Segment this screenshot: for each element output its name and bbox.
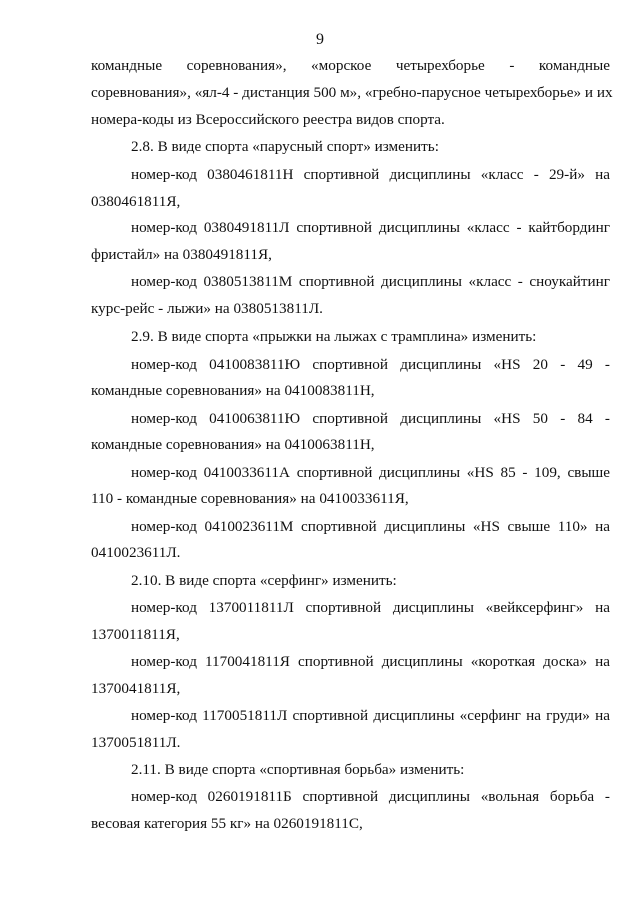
section-heading: 2.8. В виде спорта «парусный спорт» изменить: — [131, 138, 439, 155]
text-line: курс-рейс - лыжи» на 0380513811Л. — [91, 300, 323, 317]
text-line: номер-код 0380461811Н спортивной дисциплины «класс - 29-й» на — [131, 166, 610, 183]
text-line: 0410023611Л. — [91, 544, 181, 561]
text-line: номер-код 1170041811Я спортивной дисциплины «короткая доска» на — [131, 653, 610, 670]
text-line: номер-код 0410063811Ю спортивной дисциплины «HS 50 - 84 - — [131, 410, 610, 427]
text-line: командные соревнования» на 0410063811Н, — [91, 436, 375, 453]
section-heading: 2.9. В виде спорта «прыжки на лыжах с трамплина» изменить: — [131, 328, 537, 345]
text-line: номер-код 1370011811Л спортивной дисциплины «вейксерфинг» на — [131, 599, 610, 616]
text-line: 1370041811Я, — [91, 680, 181, 697]
page-number: 9 — [316, 31, 324, 48]
text-line: номер-код 0410023611М спортивной дисциплины «HS свыше 110» на — [131, 518, 610, 535]
text-line: 1370011811Я, — [91, 626, 180, 643]
text-line: номера-коды из Всероссийского реестра видов спорта. — [91, 111, 445, 128]
section-heading: 2.11. В виде спорта «спортивная борьба» изменить: — [131, 761, 465, 778]
text-line: командные соревнования», «морское четырехборье - командные — [91, 57, 610, 74]
text-line: 0380461811Я, — [91, 193, 181, 210]
text-line: 1370051811Л. — [91, 734, 181, 751]
text-line: командные соревнования» на 0410083811Н, — [91, 382, 375, 399]
text-line: фристайл» на 0380491811Я, — [91, 246, 272, 263]
text-line: соревнования», «ял-4 - дистанция 500 м», «гребно-парусное четырехборье» и их — [91, 84, 613, 101]
text-line: весовая категория 55 кг» на 0260191811С, — [91, 815, 363, 832]
text-line: номер-код 0380491811Л спортивной дисциплины «класс - кайтбординг — [131, 219, 610, 236]
text-line: 110 - командные соревнования» на 0410033611Я, — [91, 490, 409, 507]
section-heading: 2.10. В виде спорта «серфинг» изменить: — [131, 572, 397, 589]
text-line: номер-код 0410083811Ю спортивной дисциплины «HS 20 - 49 - — [131, 356, 610, 373]
text-line: номер-код 0260191811Б спортивной дисциплины «вольная борьба - — [131, 788, 610, 805]
text-line: номер-код 1170051811Л спортивной дисциплины «серфинг на груди» на — [131, 707, 610, 724]
text-line: номер-код 0380513811М спортивной дисциплины «класс - сноукайтинг — [131, 273, 610, 290]
text-line: номер-код 0410033611А спортивной дисциплины «HS 85 - 109, свыше — [131, 464, 610, 481]
